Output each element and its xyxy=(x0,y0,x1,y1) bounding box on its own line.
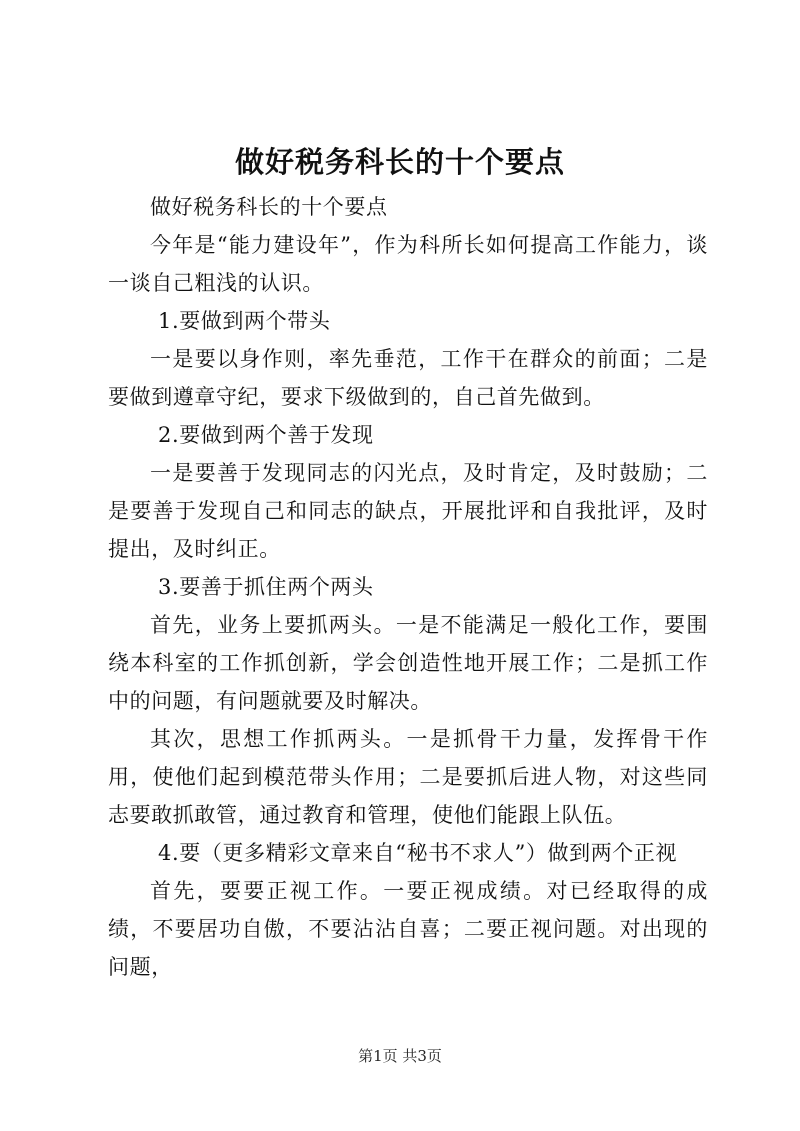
paragraph: 今年是“能力建设年”，作为科所长如何提高工作能力，谈一谈自己粗浅的认识。 xyxy=(108,233,708,295)
section-heading: 1.要做到两个带头 xyxy=(158,309,331,333)
page-footer: 第1页 共3页 xyxy=(358,1047,442,1065)
paragraph: 其次，思想工作抓两头。一是抓骨干力量，发挥骨干作用，使他们起到模范带头作用；二是要抓后进人物，对这些同志要敢抓敢管，通过教育和管理，使他们能跟上队伍。 xyxy=(108,727,708,827)
section-heading: 2.要做到两个善于发现 xyxy=(158,423,374,447)
section-heading: 3.要善于抓住两个两头 xyxy=(158,575,374,599)
paragraph: 首先，要要正视工作。一要正视成绩。对已经取得的成绩，不要居功自傲，不要沾沾自喜；二要正视问题。对出现的问题， xyxy=(108,879,708,979)
section-heading: 4.要（更多精彩文章来自“秘书不求人”）做到两个正视 xyxy=(158,841,678,865)
page-title: 做好税务科长的十个要点 xyxy=(234,145,565,179)
paragraph: 做好税务科长的十个要点 xyxy=(150,195,388,219)
paragraph: 一是要善于发现同志的闪光点，及时肯定，及时鼓励；二是要善于发现自己和同志的缺点，开展批评和自我批评，及时提出，及时纠正。 xyxy=(108,461,708,561)
document-body xyxy=(108,188,708,986)
paragraph: 首先，业务上要抓两头。一是不能满足一般化工作，要围绕本科室的工作抓创新，学会创造性地开展工作；二是抓工作中的问题，有问题就要及时解决。 xyxy=(108,613,708,713)
paragraph: 一是要以身作则，率先垂范，工作干在群众的前面；二是要做到遵章守纪，要求下级做到的，自己首先做到。 xyxy=(108,347,708,409)
